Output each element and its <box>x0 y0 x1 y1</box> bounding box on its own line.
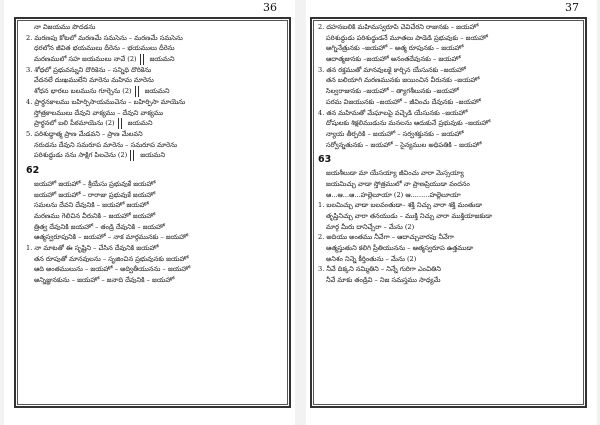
lyric-line <box>318 22 581 33</box>
lyric-line <box>26 222 285 233</box>
left-page <box>4 0 295 425</box>
lyric-text: 4. ప్రార్థనకాలము బహిర్పిసాయముచెను – బహిర్పిసా మాయెను <box>26 97 186 106</box>
lyric-line <box>26 179 285 190</box>
lyric-text: అన్నిజ్ఞునకును – జయహో – జనాది దేవునికి – జయహో <box>34 276 175 285</box>
lyric-line <box>318 264 581 275</box>
refrain-marker: జయమని <box>133 150 165 161</box>
lyric-line <box>318 86 581 97</box>
lyric-line <box>26 75 285 86</box>
song-number: 63 <box>318 154 332 166</box>
lyric-line <box>26 190 285 201</box>
lyric-line <box>26 150 285 161</box>
page-number: 36 <box>263 1 277 14</box>
lyric-text: జయశీలుడా మా యేసయ్యా జీవించు వారా మెస్సయ్యా <box>326 169 464 178</box>
lyric-text: జయహో జయహో – రారాజు ప్రభువుకే జయహో <box>34 190 156 199</box>
lyric-text: అనిశం నిన్నె కీర్తింతును – మేను (2) <box>326 254 417 263</box>
lyric-text: పరమ విజయునకు –జయహో – జీవించు దేవునకు –జయహో <box>326 97 481 106</box>
lyric-line <box>318 118 581 129</box>
lyric-text: తృప్తినిచ్చు వారా తనయుడు – ముక్తి నిచ్చు వారా ముక్తియాజకుడా <box>326 212 493 220</box>
lyric-line <box>318 97 581 108</box>
lyric-line <box>26 86 285 97</box>
lyric-line <box>318 140 581 151</box>
lyric-line <box>26 97 285 108</box>
lyric-line <box>26 200 285 211</box>
lyric-line <box>318 222 581 233</box>
lyric-line <box>318 168 581 179</box>
lyric-line <box>318 54 581 65</box>
lyric-line <box>26 33 285 44</box>
lyric-text: తన బలియాగి మరణమునకు జయించిన వీరునకు –జయహో <box>326 76 480 85</box>
song-lyrics <box>318 168 581 286</box>
lyric-line <box>318 254 581 265</box>
lyric-text: సర్వోన్నతునకు – జయహో – సైన్యముల అధిపతికి – జయహో <box>326 140 482 149</box>
lyric-text: 1. నా మాటతో ఈ సృష్టిని – చేసిన దేవునికి జయహో <box>26 244 159 253</box>
lyric-line <box>26 43 285 54</box>
refrain-marker: జయమని <box>138 86 170 97</box>
lyric-text: 2. అదియు అంతము నీవేగా – ఆదాచ్చువారపు నీవేగా <box>318 233 454 242</box>
lyric-line <box>26 54 285 65</box>
lyric-text: శోధన భారలు బలమును గూర్చెను (2) <box>34 87 132 96</box>
lyric-line <box>318 243 581 254</box>
lyric-text: 3. నీవే దిక్కని నమ్మితిని – నిన్నే గురిగా ఎంచితిని <box>318 265 441 274</box>
lyric-line <box>26 108 285 119</box>
lyric-line <box>318 108 581 119</box>
lyric-text: 2. మరణపు కోటలో మరణమే సమసెను – మరణమే సమసెను <box>26 33 183 42</box>
lyric-text: జయమిచ్చు వాడా స్తోత్రములో నా ప్రాణప్రియుడా వందనం <box>326 179 470 188</box>
lyric-text: ధరలోన జీవిత భయములు దీరెను – భయములు దీరెను <box>34 44 175 53</box>
lyric-text: సిల్వరాజునకు –జయహో – త్యాగశీలునకు –జయహో <box>326 87 459 96</box>
lyric-text: ఆదాత్మజునకు –జయహో అనంతదేవునకు – జయహో <box>326 55 461 64</box>
lyric-text: మరణము గెలిచిన వీరునికి – జయహో జయహో <box>34 212 156 220</box>
lyric-line <box>26 211 285 222</box>
lyric-line <box>26 232 285 243</box>
lyric-text: అగ్నినేత్రునకు –జయహో – అత్మ రూపునకు – జయహో <box>326 44 464 53</box>
lyric-text: పరిశుద్ధుడు పరిశుద్ధుడనే మూతలు పాడెడి ప్రభువుకు – జయహో <box>326 33 488 42</box>
lyric-text: 3. తన రక్తముతో మానవులకై కార్చిన యేసునకు –జయహో <box>318 65 466 74</box>
lyric-text: పరిశుద్ధుడు నను సాక్షిగ పిలచెను (2) <box>34 151 128 160</box>
lyric-text: ఆత్మస్తుతుని కలిగి ప్రీతియునను – ఆత్మస్వరూప ఉత్తముడా <box>326 244 474 253</box>
lyric-line <box>318 232 581 243</box>
lyric-line <box>26 118 285 129</box>
lyric-line <box>318 200 581 211</box>
song-lyrics <box>26 179 285 286</box>
lyric-line <box>318 179 581 190</box>
lyric-text: నీవే మాకు తండ్రివి – నిజ సమస్తము సాధ్యమే <box>326 276 441 285</box>
lyric-text: న్యాయ తీర్పరికి – జయహో – సర్వశక్తునకు – జయహో <box>326 129 464 138</box>
lyric-line <box>318 33 581 44</box>
verse-block <box>26 22 285 161</box>
lyric-line <box>26 22 285 33</box>
lyric-text: ఆది అంతములును – జయహో – అద్వితీయునను – జయహో <box>34 265 191 274</box>
lyric-text: నా విజయము పొదడను <box>34 23 96 31</box>
lyric-text: 4. తన మహిమతో మేఘాలపై వచ్చెడి యేసునకు –జయహో <box>318 108 468 117</box>
page-content <box>318 22 581 405</box>
page-content <box>26 22 285 405</box>
lyric-text: ఆ...ఆ...ఆ...హల్లెలూయా (2) ఆ.........హల్లెలూయా <box>326 190 461 199</box>
lyric-text: తన రూపుతో మానవులను – సృజించిన ప్రభువునకు జయహో <box>34 254 189 263</box>
lyric-text: 3. శోధలో ప్రభువన్నుని దొరికెను – సన్నిధి దొరికెను <box>26 65 152 74</box>
lyric-line <box>318 65 581 76</box>
lyric-line <box>26 275 285 286</box>
lyric-line <box>318 129 581 140</box>
lyric-text: సమలను దేవని దేవునికి – జయహో జయహో <box>34 201 149 210</box>
lyric-text: ఆత్మస్వరూపునికి – జయహో – నాక మార్గమునకు – జయహో <box>34 233 189 242</box>
refrain-marker: జయమని <box>143 54 175 65</box>
verse-block <box>318 22 581 150</box>
lyric-line <box>318 75 581 86</box>
lyric-text: వేదనలే దుఃఖములేని మారెను మహిమ మారెను <box>34 76 154 85</box>
lyric-line <box>318 43 581 54</box>
lyric-line <box>318 190 581 201</box>
lyric-line <box>26 243 285 254</box>
lyric-line <box>26 254 285 265</box>
lyric-text: ప్రార్థనలో బలి పీఠమాయెను (2) <box>34 119 115 128</box>
lyric-text: స్తోత్రకాలములు దేవుని వాక్యము – దేవుని వాక్యము <box>34 108 164 117</box>
right-page <box>306 0 597 425</box>
lyric-text: 1. బలమిచ్చు వాడా బలవంతుడా– శక్తి నిచ్చు వారా శక్తి మంతుడా <box>318 201 483 210</box>
lyric-line <box>26 129 285 140</box>
lyric-line <box>26 264 285 275</box>
lyric-text: నరుడను దేవుని సమరూప మారెను – సమరూప మారెను <box>34 140 177 149</box>
lyric-text: మరణములో సహ జయములు నావే (2) <box>34 55 137 64</box>
lyric-line <box>26 140 285 151</box>
lyric-text: మార్గ మీరు దానిచ్చేరా – మేను (2) <box>326 222 415 231</box>
lyric-line <box>26 65 285 76</box>
lyric-text: దోషులకు శిక్షలిముడును మనలను ఆదుకునే ప్రభువుకు –జయహో <box>326 119 491 128</box>
refrain-marker: జయమని <box>121 118 153 129</box>
lyric-line <box>318 275 581 286</box>
song-number: 62 <box>26 164 40 176</box>
lyric-text: 2. దహనబలికి మహిమస్వరూపి చెవిచేరని రాజునకు – జయహో <box>318 23 479 31</box>
lyric-text: 5. పరిశుద్ధాత్మ ప్రాణ మేడవని – ప్రాణ మేలవని <box>26 129 143 138</box>
lyric-line <box>318 211 581 222</box>
lyric-text: త్రిత్వ దేవునికి జయహో – తండ్రి దేవునికి – జయహో <box>34 222 165 231</box>
page-number: 37 <box>565 1 579 14</box>
lyric-text: జయహో జయహో – శ్రీయేసు ప్రభువుకే జయహో <box>34 179 156 188</box>
